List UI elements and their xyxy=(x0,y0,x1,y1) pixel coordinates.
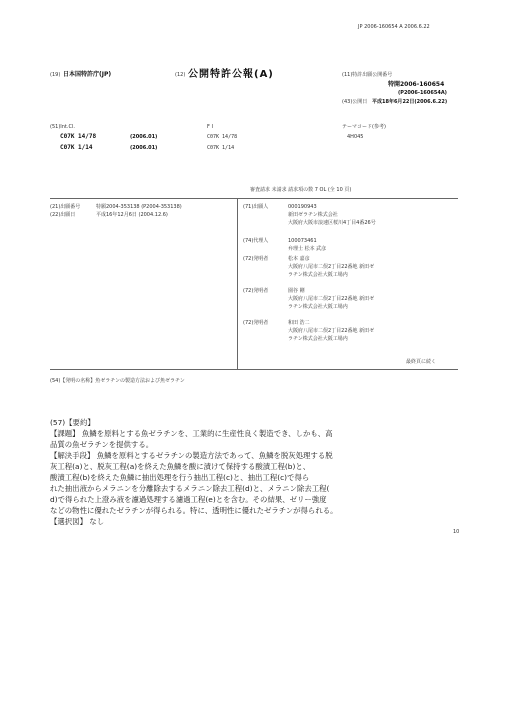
fi-code: C07K 14/78 xyxy=(207,134,238,140)
column-divider xyxy=(237,199,238,369)
abstract-line: d)で得られた上澄み液を濾過処理する濾過工程(e)とを含む。その結果、ゼリー強度 xyxy=(50,495,327,504)
applicant-label: (71)出願人 xyxy=(243,204,269,210)
inventor-line: 大阪府八尾市二俣2丁目22番地 新田ゼ xyxy=(288,328,375,334)
page-header: JP 2006-160654 A 2006.6.22 xyxy=(358,24,430,30)
inventor-line: ラチン株式会社大阪工場内 xyxy=(288,336,348,342)
publication-number: 特開2006-160654 xyxy=(388,81,445,88)
continued-note: 最終頁に続く xyxy=(406,359,437,365)
ipc-version: (2006.01) xyxy=(130,145,158,151)
abstract-line: 【解決手段】 魚鱗を原料とするゼラチンの製造方法であって、魚鱗を脱灰処理する脱 xyxy=(50,451,333,460)
inventor-line: 大阪府八尾市二俣2丁目22番地 新田ゼ xyxy=(288,264,375,270)
kind-number: (12) xyxy=(175,72,186,78)
applicant-line: 000190943 xyxy=(288,204,317,210)
inventor-label: (72)発明者 xyxy=(243,256,269,262)
inventor-label: (72)発明者 xyxy=(243,320,269,326)
inventor-line: 松本 嘉彦 xyxy=(288,256,310,262)
agent-line: 弁理士 松本 武彦 xyxy=(288,246,327,252)
filing-date-label: (22)出願日 xyxy=(50,212,76,218)
office-number: (19) xyxy=(50,72,61,78)
inventor-line: 園谷 剛 xyxy=(288,288,305,294)
ipc-code: C07K 14/78 xyxy=(60,133,97,140)
fi-code: C07K 1/14 xyxy=(207,145,235,151)
abstract-line: 【課題】 魚鱗を原料とする魚ゼラチンを、工業的に生産性良く製造でき、しかも、高 xyxy=(50,429,333,438)
pubno-label: (11)特許出願公開番号 xyxy=(342,72,393,78)
agent-line: 100073461 xyxy=(288,238,317,244)
divider xyxy=(50,369,458,370)
pubdate-label: (43)公開日 xyxy=(342,99,368,105)
examination-status: 審査請求 未請求 請求項の数 7 OL (全 10 頁) xyxy=(250,187,352,193)
inventor-line: ラチン株式会社大阪工場内 xyxy=(288,272,348,278)
publication-date: 平成18年6月22日(2006.6.22) xyxy=(372,99,448,105)
fi-label: F I xyxy=(207,124,213,130)
theme-code-label: テーマコード(参考) xyxy=(342,124,386,130)
office-name: 日本国特許庁(JP) xyxy=(63,71,112,78)
publication-number-alt: (P2006-160654A) xyxy=(398,90,447,96)
filing-date: 平成16年12月6日 (2004.12.6) xyxy=(96,212,168,218)
ipc-version: (2006.01) xyxy=(130,134,158,140)
abstract-line: れた抽出液からメラニンを分離除去するメラニン除去工程(d)と、メラニン除去工程( xyxy=(50,484,330,493)
abstract-line: 品質の魚ゼラチンを提供する。 xyxy=(50,440,154,449)
applicant-line: 大阪府大阪市浪速区桜川4丁目4番26号 xyxy=(288,220,376,226)
applicant-line: 新田ゼラチン株式会社 xyxy=(288,212,338,218)
theme-code: 4H045 xyxy=(347,134,364,140)
publication-kind: 公開特許公報(A) xyxy=(188,69,274,80)
abstract-line: 灰工程(a)と、脱灰工程(a)を終えた魚鱗を酸に漬けて保持する酸漬工程(b)と、 xyxy=(50,462,311,471)
abstract-line: などの物性に優れたゼラチンが得られる。特に、透明性に優れたゼラチンが得られる。 xyxy=(50,506,338,515)
divider xyxy=(50,198,458,199)
application-number: 特願2004-353138 (P2004-353138) xyxy=(96,204,182,210)
inventor-label: (72)発明者 xyxy=(243,288,269,294)
abstract-line: 酸漬工程(b)を終えた魚鱗に抽出処理を行う抽出工程(c)と、抽出工程(c)で得ら xyxy=(50,473,310,482)
application-number-label: (21)出願番号 xyxy=(50,204,81,210)
invention-title: (54)【発明の名称】魚ゼラチンの製造方法および魚ゼラチン xyxy=(50,378,185,384)
abstract-line: 【選択図】 なし xyxy=(50,517,105,526)
ipc-code: C07K 1/14 xyxy=(60,144,93,151)
line-number: 10 xyxy=(453,529,460,535)
inventor-line: ラチン株式会社大阪工場内 xyxy=(288,304,348,310)
inventor-line: 大阪府八尾市二俣2丁目22番地 新田ゼ xyxy=(288,296,375,302)
inventor-line: 和田 浩二 xyxy=(288,320,310,326)
ipc-label: (51)Int.Cl. xyxy=(50,124,75,130)
abstract-heading: (57)【要約】 xyxy=(50,418,95,427)
agent-label: (74)代理人 xyxy=(243,238,269,244)
